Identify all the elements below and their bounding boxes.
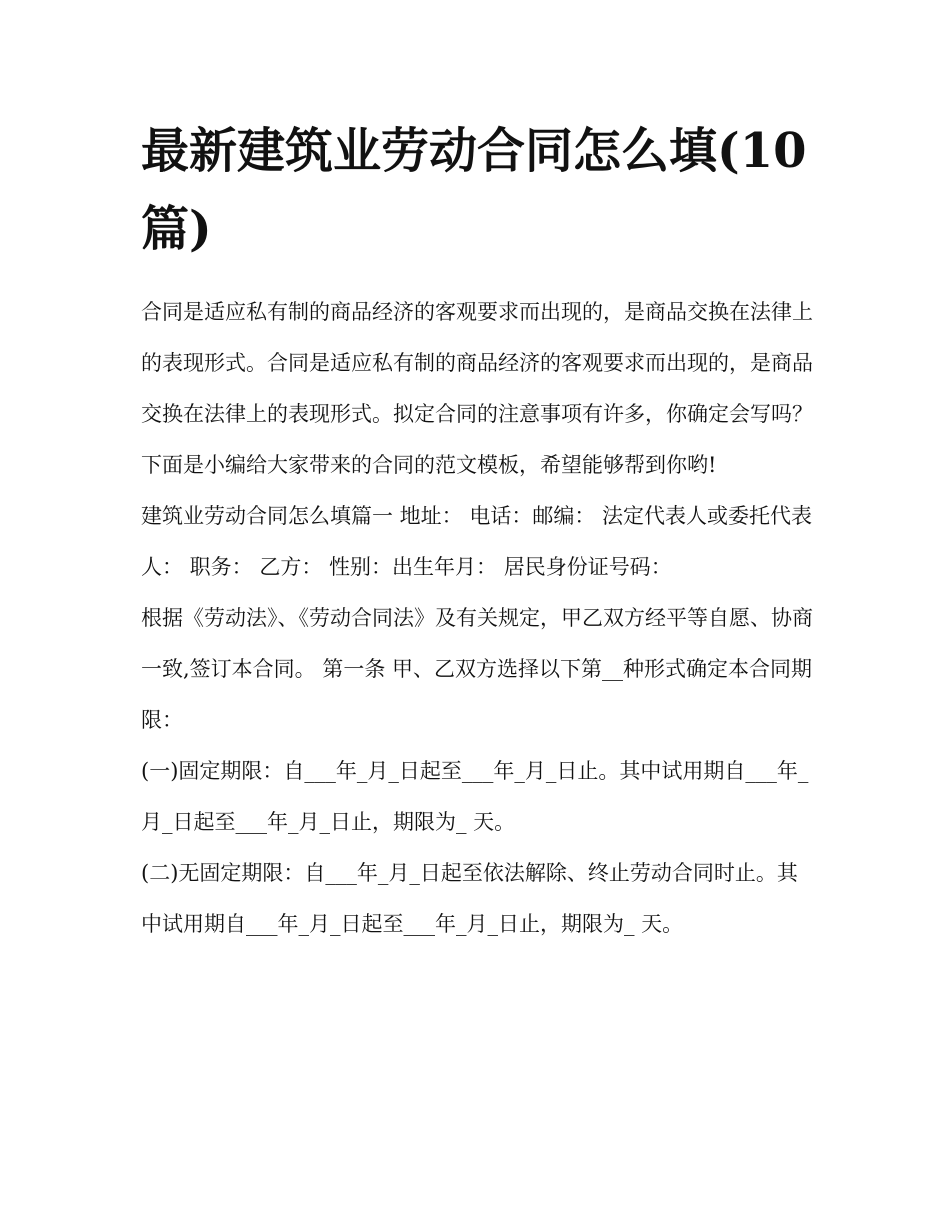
document-title: 最新建筑业劳动合同怎么填(10篇) [141,123,807,257]
agreement-basis-paragraph: 根据《劳动法》、《劳动合同法》及有关规定，甲乙双方经平等自愿、协商一致,签订本合同。 第一条 甲、乙双方选择以下第__种形式确定本合同期限： [141,606,813,732]
party-info-paragraph: 建筑业劳动合同怎么填篇一 地址： 电话：邮编： 法定代表人或委托代表人： 职务： 乙方： 性别：出生年月： 居民身份证号码： [141,504,813,579]
intro-paragraph: 合同是适应私有制的商品经济的客观要求而出现的，是商品交换在法律上的表现形式。合同是适应私有制的商品经济的客观要求而出现的，是商品交换在法律上的表现形式。拟定合同的注意事项有许多，你确定会写吗？下面是小编给大家带来的合同的范文模板，希望能够帮到你哟! [141,300,813,477]
document-page [141,112,813,950]
fixed-term-paragraph: (一)固定期限：自___年_月_日起至___年_月_日止。其中试用期自___年_月_日起至___年_月_日止，期限为_ 天。 [141,759,809,834]
open-ended-term-paragraph: (二)无固定期限：自___年_月_日起至依法解除、终止劳动合同时止。其中试用期自___年_月_日起至___年_月_日止，期限为_ 天。 [141,861,798,936]
